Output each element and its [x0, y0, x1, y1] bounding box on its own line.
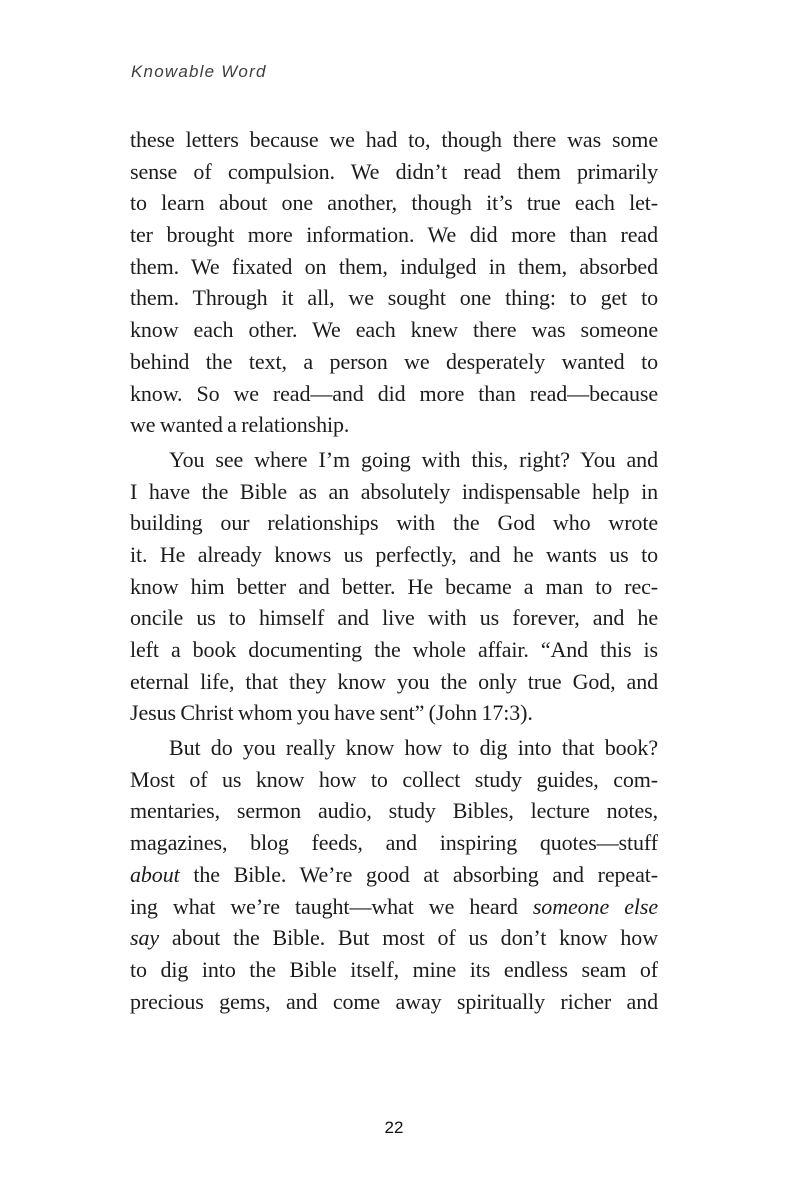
text-line — [130, 859, 658, 891]
text-line: But do you really know how to dig into that book? — [169, 735, 658, 761]
paragraph — [130, 444, 658, 729]
text-line: You see where I’m going with this, right? You and — [169, 446, 658, 472]
text-line: ter brought more information. We did more than read — [130, 222, 658, 248]
italic-text: someone else — [532, 893, 658, 919]
text-line: to learn about one another, though it’s true each let- — [130, 190, 658, 216]
plain-text: about the Bible. But most of us don’t know how — [159, 925, 658, 951]
text-line — [130, 891, 658, 923]
plain-text: ing what we’re taught—what we heard — [130, 893, 533, 919]
text-line: mentaries, sermon audio, study Bibles, lecture notes, — [130, 798, 658, 824]
italic-text: say — [130, 925, 160, 951]
text-line: know him better and better. He became a man to rec- — [130, 573, 658, 599]
text-line: Most of us know how to collect study guides, com- — [130, 766, 658, 792]
text-line: know. So we read—and did more than read—because — [130, 380, 658, 406]
text-line — [130, 922, 658, 954]
text-line: them. We fixated on them, indulged in them, absorbed — [130, 253, 658, 279]
text-line: we wanted a relationship. — [130, 412, 350, 438]
text-line: know each other. We each knew there was someone — [130, 317, 658, 343]
text-line: it. He already knows us perfectly, and he wants us to — [130, 541, 658, 567]
text-line: behind the text, a person we desperately wanted to — [130, 348, 658, 374]
text-line: to dig into the Bible itself, mine its endless seam of — [130, 956, 658, 982]
page-number: 22 — [384, 1118, 404, 1137]
text-line: oncile us to himself and live with us forever, and he — [130, 605, 658, 631]
paragraph — [130, 732, 658, 1017]
text-block — [130, 124, 658, 1017]
text-line: I have the Bible as an absolutely indispensable help in — [130, 478, 658, 504]
text-line: them. Through it all, we sought one thing: to get to — [130, 285, 658, 311]
text-line: these letters because we had to, though there was some — [130, 127, 658, 152]
text-line: sense of compulsion. We didn’t read them primarily — [130, 158, 658, 184]
running-header: Knowable Word — [131, 62, 267, 81]
italic-text: about — [130, 861, 180, 887]
text-line: building our relationships with the God who wrote — [130, 510, 658, 536]
text-line: left a book documenting the whole affair. “And this is — [130, 637, 658, 662]
text-line: Jesus Christ whom you have sent” (John 17:3). — [130, 700, 533, 726]
text-line: precious gems, and come away spiritually richer and — [130, 988, 658, 1014]
text-line: eternal life, that they know you the only true God, and — [130, 668, 658, 694]
paragraph — [130, 124, 658, 441]
text-line: magazines, blog feeds, and inspiring quotes—stuff — [130, 830, 658, 856]
plain-text: the Bible. We’re good at absorbing and repeat- — [179, 861, 658, 887]
